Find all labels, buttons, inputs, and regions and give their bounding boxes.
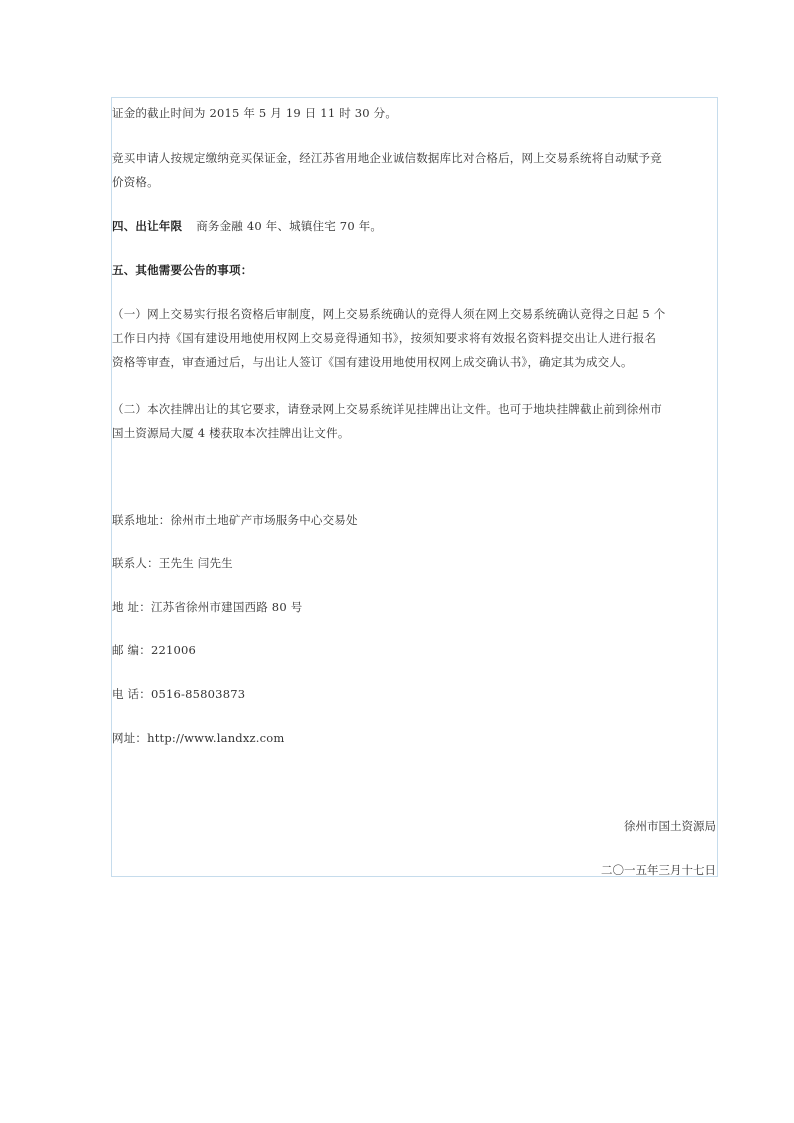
bidding-qualification-line-2: 价资格。	[112, 175, 159, 189]
contact-website[interactable]: 网址：http://www.landxz.com	[112, 731, 285, 745]
contact-address: 地 址：江苏省徐州市建国西路 80 号	[112, 600, 303, 614]
contact-postcode: 邮 编：221006	[112, 643, 197, 657]
item-2-line-1: （二）本次挂牌出让的其它要求，请登录网上交易系统详见挂牌出让文件。也可于地块挂牌截止前到徐州市	[112, 402, 662, 416]
issuer-name: 徐州市国土资源局	[624, 819, 716, 833]
section-4	[112, 214, 712, 238]
contact-org: 联系地址：徐州市土地矿产市场服务中心交易处	[112, 513, 358, 527]
section-4-text: 商务金融 40 年、城镇住宅 70 年。	[196, 219, 383, 233]
section-4-heading: 四、出让年限	[112, 219, 183, 233]
contact-person: 联系人：王先生 闫先生	[112, 556, 233, 570]
item-1-line-3: 资格等审查，审查通过后，与出让人签订《国有建设用地使用权网上成交确认书》，确定其为成交人。	[112, 355, 633, 369]
section-5-heading: 五、其他需要公告的事项：	[112, 263, 253, 277]
item-2-line-2: 国土资源局大厦 4 楼获取本次挂牌出让文件。	[112, 426, 350, 440]
item-1-line-1: （一）网上交易实行报名资格后审制度，网上交易系统确认的竞得人须在网上交易系统确认竞得之日起 5 个	[112, 307, 666, 321]
bidding-qualification-line-1: 竞买申请人按规定缴纳竞买保证金，经江苏省用地企业诚信数据库比对合格后，网上交易系统将自动赋予竞	[112, 151, 662, 165]
contact-phone: 电 话：0516-85803873	[112, 687, 246, 701]
deposit-deadline-text: 证金的截止时间为 2015 年 5 月 19 日 11 时 30 分。	[112, 106, 398, 120]
issue-date: 二〇一五年三月十七日	[601, 863, 716, 877]
item-1-line-2: 工作日内持《国有建设用地使用权网上交易竞得通知书》，按须知要求将有效报名资料提交出让人进行报名	[112, 331, 657, 345]
